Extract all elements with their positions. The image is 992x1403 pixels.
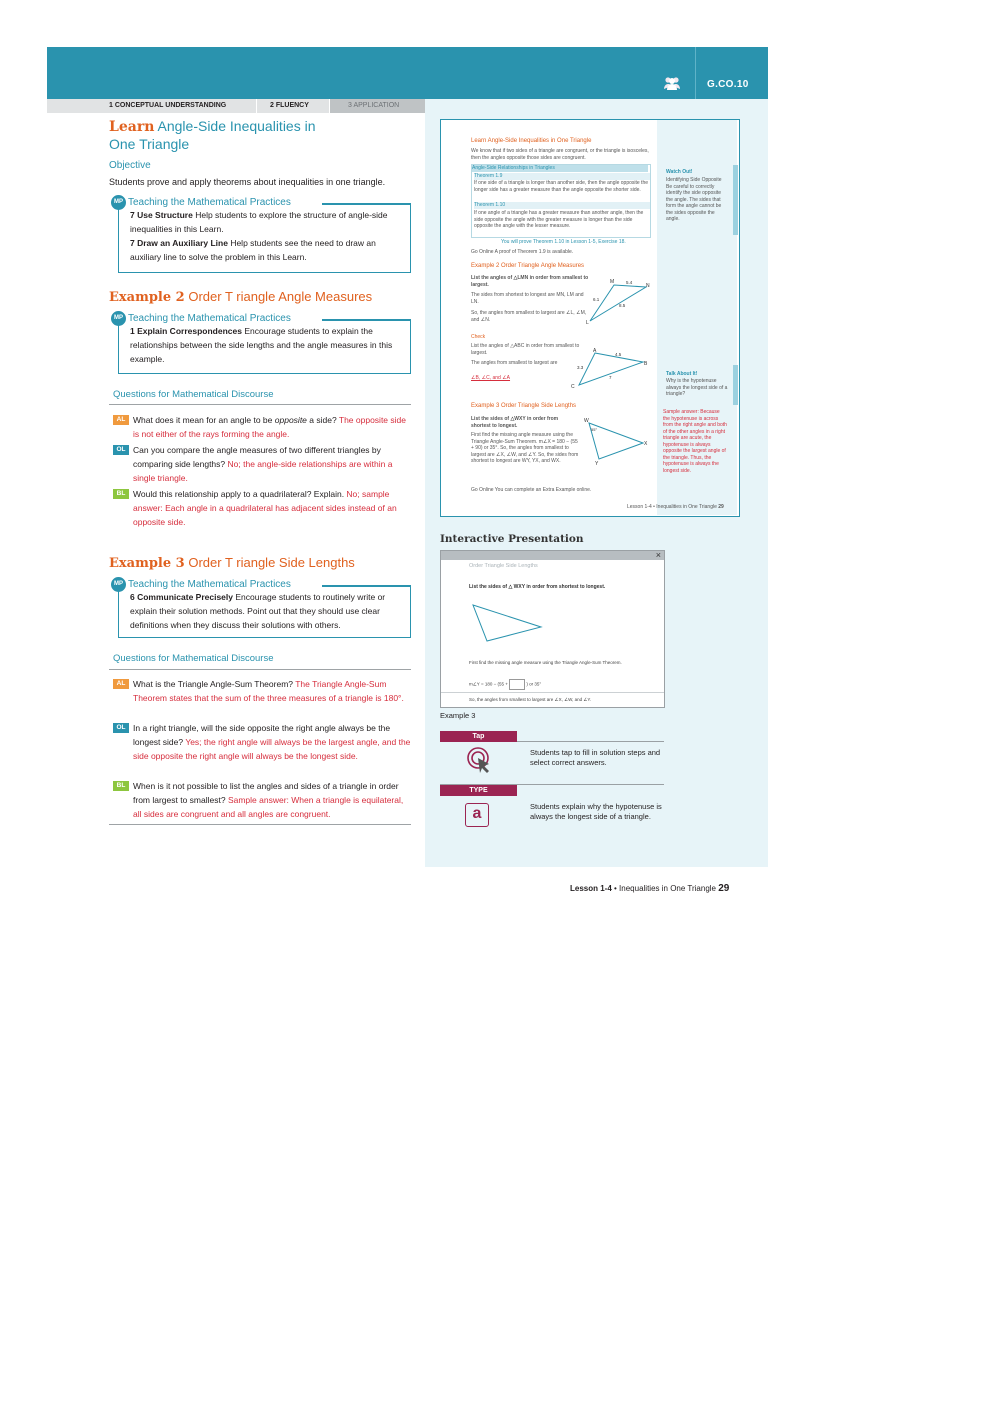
svg-text:B: B bbox=[644, 361, 648, 367]
interactive-presentation-heading: Interactive Presentation bbox=[440, 533, 584, 545]
level-badge-bl: BL bbox=[113, 489, 129, 499]
svg-text:5.4: 5.4 bbox=[626, 280, 633, 285]
divider bbox=[109, 669, 411, 670]
thumb-intro: We know that if two sides of a triangle are congruent, or the triangle is isosceles, then the angles opposite those sides are congruent. bbox=[471, 148, 649, 161]
thumb-online-note: Go Online A proof of Theorem 1.9 is available. bbox=[471, 249, 574, 255]
standard-code: G.CO.10 bbox=[707, 79, 749, 90]
objective-heading: Objective bbox=[109, 160, 151, 171]
thumb-watch-out-title: Watch Out! bbox=[666, 169, 693, 175]
thumb-talk-text: Why is the hypotenuse always the longest side of a triangle? bbox=[666, 378, 728, 397]
level-badge-ol: OL bbox=[113, 723, 129, 733]
divider bbox=[441, 692, 664, 693]
tab-conceptual: 1 CONCEPTUAL UNDERSTANDING bbox=[47, 99, 256, 113]
example3-title: Example 3 Order T riangle Side Lengths bbox=[109, 555, 355, 571]
thumb-ex2-line1: The sides from shortest to longest are MN, LM and LN. bbox=[471, 292, 584, 305]
svg-text:55°: 55° bbox=[591, 427, 598, 432]
thumb-footer: Lesson 1-4 • Inequalities in One Triangle 29 bbox=[627, 504, 724, 510]
practice-box-example3: 6 Communicate Precisely Encourage students to routinely write or explain their solution methods. Point out that they should use clear definitions when they discuss their solutions with others. bbox=[118, 585, 411, 638]
thumbnail-sidebar-strip bbox=[733, 365, 738, 405]
svg-text:X: X bbox=[644, 441, 648, 447]
page-number: 29 bbox=[718, 883, 730, 894]
thumbnail-sidebar-strip bbox=[733, 165, 738, 235]
svg-text:3.3: 3.3 bbox=[577, 365, 584, 370]
svg-text:N: N bbox=[646, 283, 650, 289]
divider bbox=[109, 824, 411, 825]
divider bbox=[517, 741, 664, 742]
thumb-triangle-wxy bbox=[581, 415, 651, 465]
slide-equation: m∠Y = 180 − (55 + ) or 35° bbox=[469, 679, 541, 690]
svg-text:L: L bbox=[586, 320, 589, 325]
thumb-check-line: The angles from smallest to largest are bbox=[471, 360, 558, 366]
slide-titlebar bbox=[441, 551, 664, 560]
thumb-triangle-abc bbox=[571, 345, 651, 390]
svg-text:C: C bbox=[571, 384, 575, 390]
thumb-ex2-line2: So, the angles from smallest to largest are ∠L, ∠M, and ∠N. bbox=[471, 310, 587, 323]
header-divider bbox=[695, 47, 696, 99]
slide-conclusion: So, the angles from smallest to largest are ∠X, ∠W, and ∠Y. bbox=[469, 697, 592, 702]
feature-text-type: Students explain why the hypotenuse is always the longest side of a triangle. bbox=[530, 802, 662, 821]
thumb-triangle-lmn bbox=[586, 275, 656, 325]
thumb-learn-title: Learn Angle-Side Inequalities in One Triangle bbox=[471, 138, 592, 144]
thumb-check-answer: ∠B, ∠C, and ∠A bbox=[471, 375, 511, 381]
svg-text:A: A bbox=[593, 348, 597, 354]
level-badge-bl: BL bbox=[113, 781, 129, 791]
svg-text:W: W bbox=[584, 418, 589, 424]
slide-triangle bbox=[465, 597, 545, 647]
tab-application: 3 APPLICATION bbox=[330, 99, 425, 113]
svg-text:Y: Y bbox=[595, 461, 599, 465]
level-badge-al: AL bbox=[113, 679, 129, 689]
slide-step: First find the missing angle measure using the Triangle Angle-Sum Theorem. bbox=[469, 660, 622, 665]
student-page-thumbnail bbox=[440, 119, 740, 517]
slide-prompt: List the sides of △ WXY in order from shortest to longest. bbox=[469, 584, 606, 590]
answer-input[interactable] bbox=[509, 679, 525, 690]
thumb-ex3-prompt: List the sides of △WXY in order from shortest to longest. bbox=[471, 416, 559, 429]
close-icon[interactable]: × bbox=[655, 550, 661, 560]
interactive-slide bbox=[440, 550, 665, 708]
type-icon: a bbox=[465, 803, 489, 827]
page-footer: Lesson 1-4 • Inequalities in One Triangle 29 bbox=[570, 883, 730, 894]
mp-icon: MP bbox=[111, 577, 126, 592]
thumb-talk-title: Talk About It! bbox=[666, 371, 698, 377]
thumb-check-text: List the angles of △ABC in order from smallest to largest. bbox=[471, 343, 580, 356]
thumb-theorem-box: Angle-Side Relationships in Triangles Theorem 1.9 If one side of a triangle is longer than another side, then the angle opposite the longer side has a greater measure than the angle opposite the shorter side. Theorem 1.10 If one angle of a triangle has a greater measure than another angle, then the side opposite the angle with the greater measure is longer than the side opposite the angle with the lesser measure. bbox=[471, 164, 651, 238]
svg-text:6.1: 6.1 bbox=[593, 297, 600, 302]
progression-tabs bbox=[47, 99, 425, 113]
example2-title: Example 2 Order T riangle Angle Measures bbox=[109, 289, 373, 305]
svg-text:4.5: 4.5 bbox=[615, 352, 622, 357]
thumb-ex2-prompt: List the angles of △LMN in order from smallest to largest. bbox=[471, 275, 589, 288]
learn-title: Learn Angle-Side Inequalities in One Triangle bbox=[109, 118, 316, 152]
discourse-heading: Questions for Mathematical Discourse bbox=[113, 389, 274, 400]
thumb-ex3-title: Example 3 Order Triangle Side Lengths bbox=[471, 403, 577, 409]
people-icon bbox=[663, 76, 681, 90]
practice-item: 7 Use Structure Help students to explore the structure of angle-side inequalities in this Learn. bbox=[130, 210, 388, 234]
tap-icon bbox=[466, 746, 492, 776]
thumb-prove-note: You will prove Theorem 1.10 in Lesson 1-5, Exercise 18. bbox=[501, 239, 626, 245]
practice-box-learn bbox=[118, 203, 411, 273]
discourse-heading: Questions for Mathematical Discourse bbox=[113, 653, 274, 664]
practice-item: 7 Draw an Auxiliary Line Help students see the need to draw an auxiliary line to solve the problem in this Learn. bbox=[130, 238, 376, 262]
level-badge-al: AL bbox=[113, 415, 129, 425]
practice-box-example2: 1 Explain Correspondences Encourage students to explain the relationships between the side lengths and the angle measures in this example. bbox=[118, 319, 411, 374]
thumb-ex2-title: Example 2 Order Triangle Angle Measures bbox=[471, 263, 585, 269]
svg-text:M: M bbox=[610, 279, 615, 285]
tab-fluency: 2 FLUENCY bbox=[257, 99, 329, 113]
thumb-watch-out-text: Identifying Side Opposite Be careful to correctly identify the side opposite the angle. The sides that form the angle cannot be the sides opposite the angle. bbox=[666, 177, 722, 222]
thumb-ex3-lines: First find the missing angle measure using the Triangle Angle-Sum Theorem. m∠X = 180 − (55 + 90) or 35°. So, the angles from smallest to largest are ∠X, ∠W, and ∠Y. So, the sides from shortest to longest are WY, YX, and WX. bbox=[471, 432, 579, 464]
divider bbox=[109, 404, 411, 405]
mp-icon: MP bbox=[111, 311, 126, 326]
slide-caption: Example 3 bbox=[440, 711, 476, 720]
header-bar bbox=[47, 47, 768, 99]
level-badge-ol: OL bbox=[113, 445, 129, 455]
feature-text-tap: Students tap to fill in solution steps and select correct answers. bbox=[530, 748, 661, 767]
slide-title: Order Triangle Side Lengths bbox=[469, 563, 538, 569]
thumb-talk-answer: Sample answer: Because the hypotenuse is across from the right angle and both of the other angles in a right triangle are acute, the hypotenuse is always opposite the largest angle of the triangle. Thus, the hypotenuse is always the longest side. bbox=[663, 409, 727, 474]
feature-tag-tap: Tap bbox=[440, 731, 517, 742]
mp-icon: MP bbox=[111, 195, 126, 210]
svg-text:8.5: 8.5 bbox=[619, 303, 626, 308]
objective-text: Students prove and apply theorems about inequalities in one triangle. bbox=[109, 177, 386, 187]
thumb-ex3-online: Go Online You can complete an Extra Example online. bbox=[471, 487, 592, 493]
feature-tag-type: TYPE bbox=[440, 785, 517, 796]
thumb-check-title: Check bbox=[471, 334, 486, 340]
svg-text:7: 7 bbox=[609, 375, 612, 380]
